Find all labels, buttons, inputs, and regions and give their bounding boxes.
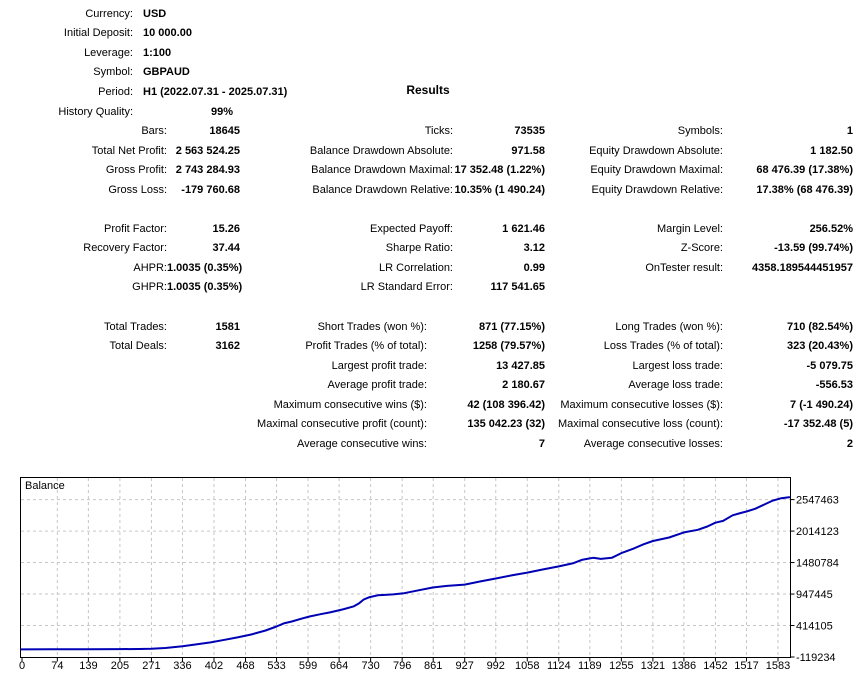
value-equity-drawdown-relative: 17.38% (68 476.39) [756, 183, 853, 196]
label-leverage: Leverage: [84, 46, 133, 59]
value-initial-deposit: 10 000.00 [143, 27, 192, 40]
label-total-deals: Total Deals: [109, 340, 167, 353]
value-average-profit-trade: 2 180.67 [502, 379, 545, 392]
report-row [0, 239, 853, 259]
label-z-score: Z-Score: [680, 242, 723, 255]
x-axis-label: 271 [142, 660, 161, 672]
label-lr-standard-error: LR Standard Error: [360, 281, 453, 294]
report-row [0, 24, 853, 44]
value-z-score: -13.59 (99.74%) [774, 242, 853, 255]
x-axis-label: 139 [79, 660, 98, 672]
balance-chart-svg [0, 470, 864, 685]
value-maximum-consecutive-wins: 42 (108 396.42) [467, 398, 545, 411]
value-loss-trades-of-total: 323 (20.43%) [786, 340, 853, 353]
label-initial-deposit: Initial Deposit: [63, 27, 133, 40]
value-margin-level: 256.52% [809, 222, 853, 235]
chart-title: Balance [25, 480, 65, 492]
x-axis-label: 1255 [609, 660, 634, 672]
value-balance-drawdown-maximal: 17 352.48 (1.22%) [454, 164, 545, 177]
label-period: Period: [98, 85, 133, 98]
label-symbols: Symbols: [677, 125, 723, 138]
chart-plot-area [21, 478, 791, 658]
x-axis-label: 730 [361, 660, 380, 672]
x-axis-label: 927 [455, 660, 474, 672]
label-lr-correlation: LR Correlation: [379, 261, 453, 274]
value-average-consecutive-losses: 2 [846, 437, 853, 450]
label-average-profit-trade: Average profit trade: [327, 379, 427, 392]
report-row [0, 297, 853, 317]
report-row [0, 102, 853, 122]
label-ghpr: GHPR: [132, 281, 167, 294]
value-total-deals: 3162 [215, 340, 240, 353]
value-profit-trades-of-total: 1258 (79.57%) [472, 340, 545, 353]
value-ghpr: 1.0035 (0.35%) [167, 281, 243, 294]
label-balance-drawdown-maximal: Balance Drawdown Maximal: [311, 164, 453, 177]
y-axis-label: 947445 [796, 589, 833, 602]
y-axis-label: 1480784 [796, 557, 839, 570]
value-period: H1 (2022.07.31 - 2025.07.31) [143, 85, 288, 98]
value-symbol: GBPAUD [143, 66, 190, 79]
label-profit-factor: Profit Factor: [104, 222, 167, 235]
report-row [0, 395, 853, 415]
report-row [0, 336, 853, 356]
x-axis-label: 599 [298, 660, 318, 672]
value-currency: USD [143, 7, 167, 20]
label-short-trades-won: Short Trades (won %): [317, 320, 427, 333]
value-maximum-consecutive-losses: 7 (-1 490.24) [790, 398, 853, 411]
label-average-consecutive-wins: Average consecutive wins: [296, 437, 427, 450]
value-recovery-factor: 37.44 [212, 242, 240, 255]
x-axis-label: 664 [329, 660, 349, 672]
label-ontester-result: OnTester result: [645, 261, 723, 274]
label-total-net-profit: Total Net Profit: [91, 144, 167, 157]
label-equity-drawdown-maximal: Equity Drawdown Maximal: [590, 164, 723, 177]
label-gross-profit: Gross Profit: [105, 164, 167, 177]
report-row [0, 219, 853, 239]
value-balance-drawdown-relative: 10.35% (1 490.24) [454, 183, 545, 196]
label-largest-loss-trade: Largest loss trade: [632, 359, 723, 372]
report-row [0, 434, 853, 454]
label-expected-payoff: Expected Payoff: [370, 222, 453, 235]
x-axis-label: 336 [173, 660, 192, 672]
label-balance-drawdown-absolute: Balance Drawdown Absolute: [309, 144, 453, 157]
report-row [0, 199, 853, 219]
value-sharpe-ratio: 3.12 [523, 242, 545, 255]
label-average-consecutive-losses: Average consecutive losses: [583, 437, 723, 450]
value-total-trades: 1581 [215, 320, 240, 333]
value-equity-drawdown-maximal: 68 476.39 (17.38%) [756, 164, 853, 177]
value-leverage: 1:100 [143, 46, 172, 59]
value-maximal-consecutive-loss-count: -17 352.48 (5) [783, 418, 853, 431]
y-axis-label: 2547463 [796, 494, 839, 507]
label-profit-trades-of-total: Profit Trades (% of total): [305, 340, 427, 353]
x-axis-label: 1321 [640, 660, 666, 672]
value-symbols: 1 [846, 125, 853, 138]
value-largest-loss-trade: -5 079.75 [806, 359, 853, 372]
label-maximum-consecutive-losses: Maximum consecutive losses ($): [560, 398, 723, 411]
value-short-trades-won: 871 (77.15%) [478, 320, 545, 333]
label-long-trades-won: Long Trades (won %): [615, 320, 723, 333]
y-axis-label: 2014123 [796, 526, 839, 539]
value-average-consecutive-wins: 7 [538, 437, 545, 450]
x-axis-label: 1386 [671, 660, 697, 672]
report-row [0, 43, 853, 63]
label-ahpr: AHPR: [133, 261, 167, 274]
label-maximal-consecutive-loss-count: Maximal consecutive loss (count): [557, 418, 723, 431]
label-recovery-factor: Recovery Factor: [83, 242, 167, 255]
value-gross-loss: -179 760.68 [181, 183, 240, 196]
label-total-trades: Total Trades: [104, 320, 167, 333]
value-largest-profit-trade: 13 427.85 [496, 359, 545, 372]
report-row [0, 278, 853, 298]
label-sharpe-ratio: Sharpe Ratio: [385, 242, 453, 255]
value-ticks: 73535 [514, 125, 545, 138]
x-axis-label: 1517 [734, 660, 759, 672]
value-average-loss-trade: -556.53 [815, 379, 853, 392]
report-row [0, 375, 853, 395]
x-axis-label: 205 [110, 660, 130, 672]
balance-chart [0, 470, 864, 685]
label-balance-drawdown-relative: Balance Drawdown Relative: [312, 183, 453, 196]
x-axis-label: 796 [392, 660, 412, 672]
report-row [0, 63, 853, 83]
report-row [0, 356, 853, 376]
results-title: Results [406, 83, 450, 97]
value-maximal-consecutive-profit-count: 135 042.23 (32) [467, 418, 545, 431]
x-axis-label: 1124 [546, 660, 571, 672]
y-axis-label: 414105 [796, 620, 833, 633]
value-equity-drawdown-absolute: 1 182.50 [810, 144, 853, 157]
report-row [0, 317, 853, 337]
label-loss-trades-of-total: Loss Trades (% of total): [603, 340, 723, 353]
report-row [0, 414, 853, 434]
value-history-quality: 99% [210, 105, 233, 118]
report-row [0, 160, 853, 180]
value-lr-standard-error: 117 541.65 [490, 281, 545, 294]
label-average-loss-trade: Average loss trade: [628, 379, 723, 392]
x-axis-label: 533 [267, 660, 286, 672]
x-axis-label: 0 [18, 660, 26, 672]
label-maximum-consecutive-wins: Maximum consecutive wins ($): [273, 398, 427, 411]
report-rows [0, 4, 853, 454]
label-margin-level: Margin Level: [656, 222, 723, 235]
report-row [0, 141, 853, 161]
label-equity-drawdown-relative: Equity Drawdown Relative: [591, 183, 723, 196]
label-currency: Currency: [85, 7, 133, 20]
value-balance-drawdown-absolute: 971.58 [511, 144, 545, 157]
x-axis-label: 1452 [703, 660, 728, 672]
value-expected-payoff: 1 621.46 [502, 222, 545, 235]
x-axis-label: 992 [486, 660, 505, 672]
x-axis-label: 74 [51, 660, 64, 672]
label-gross-loss: Gross Loss: [108, 183, 167, 196]
x-axis-label: 402 [204, 660, 224, 672]
value-lr-correlation: 0.99 [523, 261, 545, 274]
label-symbol: Symbol: [93, 66, 133, 79]
x-axis-label: 861 [424, 660, 443, 672]
value-profit-factor: 15.26 [212, 222, 240, 235]
x-axis-label: 468 [236, 660, 255, 672]
report-row [0, 4, 853, 24]
value-gross-profit: 2 743 284.93 [175, 164, 240, 177]
label-equity-drawdown-absolute: Equity Drawdown Absolute: [589, 144, 723, 157]
x-axis-label: 1058 [515, 660, 540, 672]
label-largest-profit-trade: Largest profit trade: [331, 359, 427, 372]
report-row [0, 121, 853, 141]
y-axis-label: -119234 [796, 652, 836, 664]
report-row [0, 180, 853, 200]
label-ticks: Ticks: [424, 125, 453, 138]
label-maximal-consecutive-profit-count: Maximal consecutive profit (count): [257, 418, 427, 431]
value-ontester-result: 4358.189544451957 [752, 261, 853, 274]
value-total-net-profit: 2 563 524.25 [175, 144, 240, 157]
label-history-quality: History Quality: [58, 105, 133, 118]
x-axis-label: 1583 [765, 660, 791, 672]
x-axis-label: 1189 [578, 660, 602, 672]
report-row [0, 258, 853, 278]
value-ahpr: 1.0035 (0.35%) [167, 261, 243, 274]
value-long-trades-won: 710 (82.54%) [786, 320, 853, 333]
value-bars: 18645 [209, 125, 240, 138]
label-bars: Bars: [141, 125, 167, 138]
